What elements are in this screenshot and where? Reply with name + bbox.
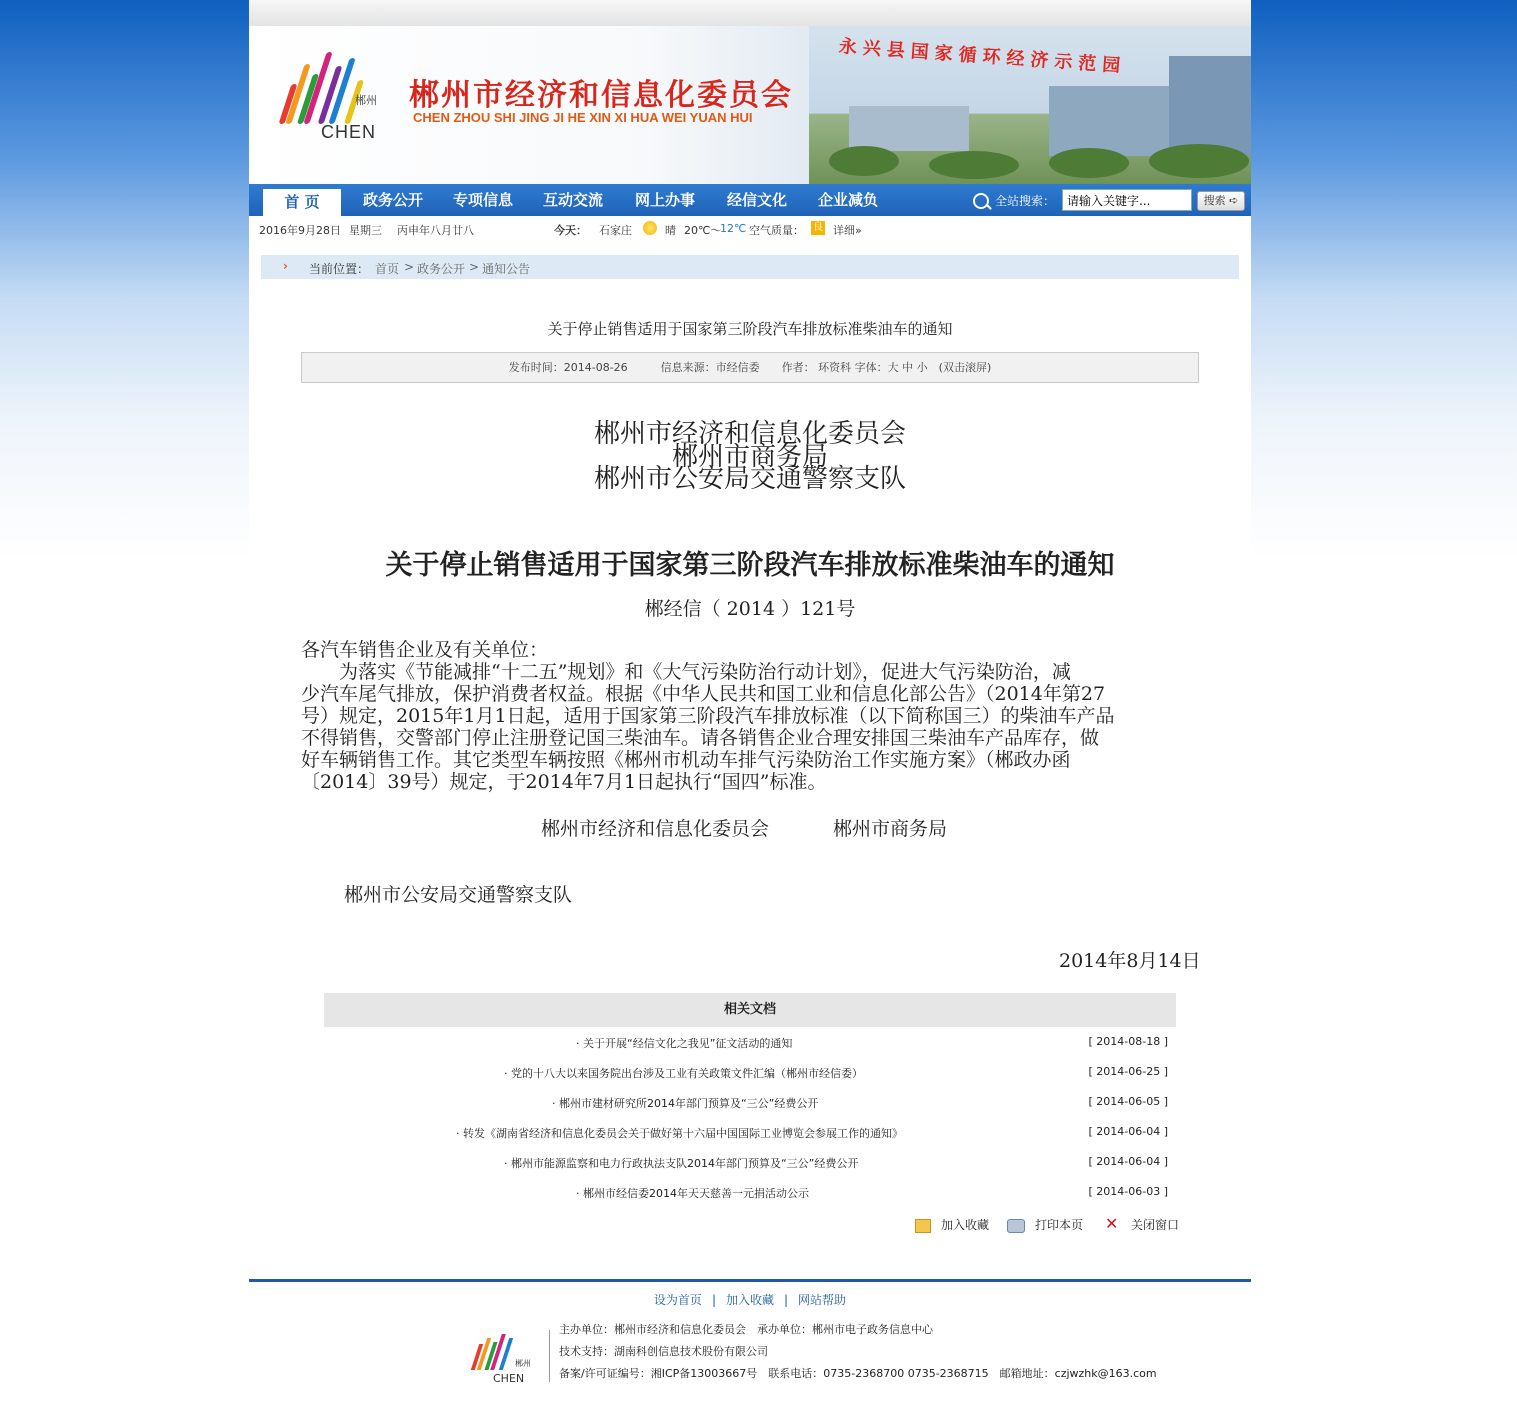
- today-label: 今天：: [554, 224, 587, 237]
- body-line: 少汽车尾气排放，保护消费者权益。根据《中华人民共和国工业和信息化部公告》（2014年第27: [301, 683, 1106, 705]
- nav-item-burden-relief[interactable]: 企业减负: [817, 191, 878, 209]
- top-bar: [249, 0, 1251, 27]
- current-date: 2016年9月28日: [259, 224, 341, 237]
- temperature-high: 20℃～: [684, 224, 722, 237]
- weather-detail-link[interactable]: 详细»: [833, 224, 862, 237]
- site-subtitle: CHEN ZHOU SHI JING JI HE XIN XI HUA WEI YUAN HUI: [413, 110, 753, 125]
- search-button[interactable]: 搜索 ➪: [1197, 191, 1245, 211]
- site-title: 郴州市经济和信息化委员会: [409, 78, 793, 113]
- breadcrumb-government[interactable]: 政务公开: [417, 262, 466, 276]
- signature-org-2: 郴州市商务局: [833, 818, 948, 840]
- footer-logo-divider: [549, 1330, 550, 1382]
- breadcrumb-label: 当前位置：: [309, 262, 370, 276]
- document-date: 2014年8月14日: [1059, 950, 1201, 972]
- close-icon: ✕: [1105, 1214, 1119, 1233]
- nav-item-culture[interactable]: 经信文化: [726, 191, 787, 209]
- sunny-icon: [643, 221, 657, 235]
- chevron-right-icon: ›: [283, 259, 288, 273]
- footer-icp: 备案/许可证编号：湘ICP备13003667号 联系电话：0735-2368700 0735-2368715 邮箱地址：czjwzhk@163.com: [559, 1367, 1157, 1380]
- related-item[interactable]: · 党的十八大以来国务院出台涉及工业有关政策文件汇编（郴州市经信委） [ 2014-06-25 ]: [504, 1065, 1168, 1080]
- nav-item-government[interactable]: 政务公开: [362, 191, 423, 209]
- banner-slogan: 永兴县国家循环经济示范园: [838, 36, 1127, 78]
- search-icon: [973, 193, 989, 209]
- salutation: 各汽车销售企业及有关单位：: [301, 639, 549, 661]
- search-input[interactable]: [1062, 189, 1192, 211]
- nav-item-interaction[interactable]: 互动交流: [542, 191, 603, 209]
- document-number: 郴经信（ 2014 ）121号: [644, 598, 856, 620]
- current-weekday: 星期三: [349, 224, 382, 237]
- page-container: [249, 0, 1251, 1418]
- document-heading: 关于停止销售适用于国家第三阶段汽车排放标准柴油车的通知: [385, 550, 1115, 581]
- issuer-org-3: 郴州市公安局交通警察支队: [593, 464, 906, 494]
- breadcrumb-home[interactable]: 首页: [375, 262, 400, 276]
- body-line: 好车辆销售工作。其它类型车辆按照《郴州市机动车排气污染防治工作实施方案》（郴政办函: [301, 749, 1071, 771]
- body-line: 号）规定，2015年1月1日起，适用于国家第三阶段汽车排放标准（以下简称国三）的柴油车产品: [301, 705, 1115, 727]
- print-page-link[interactable]: 打印本页: [1035, 1218, 1084, 1232]
- footer-logo: 郴州 CHEN: [471, 1330, 541, 1386]
- temperature-low: 12℃: [720, 222, 747, 235]
- footer-tech-support: 技术支持：湖南科创信息技术股份有限公司: [559, 1345, 768, 1358]
- nav-item-home[interactable]: 首 页: [263, 187, 341, 218]
- footer-sponsor: 主办单位：郴州市经济和信息化委员会 承办单位：郴州市电子政务信息中心: [559, 1323, 933, 1336]
- nav-item-special[interactable]: 专项信息: [452, 191, 513, 209]
- related-item[interactable]: · 关于开展“经信文化之我见”征文活动的通知 [ 2014-08-18 ]: [576, 1035, 1168, 1050]
- related-item[interactable]: · 郴州市经信委2014年天天慈善一元捐活动公示 [ 2014-06-03 ]: [576, 1185, 1168, 1200]
- breadcrumb: › 当前位置： 首页 > 政务公开 > 通知公告: [261, 255, 1239, 279]
- air-quality-label: 空气质量：: [749, 224, 804, 237]
- main-nav: [249, 184, 1251, 216]
- site-banner: [249, 26, 1251, 184]
- nav-item-online-service[interactable]: 网上办事: [634, 191, 695, 209]
- related-item[interactable]: · 转发《湖南省经济和信息化委员会关于做好第十六届中国国际工业博览会参展工作的通知》 [ 2014-06-04 ]: [456, 1125, 1168, 1140]
- body-line: 〔2014〕39号）规定，于2014年7月1日起执行“国四”标准。: [301, 771, 827, 793]
- footer-link-help[interactable]: 网站帮助: [798, 1293, 847, 1307]
- info-bar: [249, 216, 1251, 242]
- issuer-org-2: 郴州市商务局: [671, 442, 828, 472]
- add-favorite-link[interactable]: 加入收藏: [941, 1218, 990, 1232]
- article-title: 关于停止销售适用于国家第三阶段汽车排放标准柴油车的通知: [547, 320, 953, 338]
- logo-text-en: CHEN: [321, 122, 377, 142]
- site-logo[interactable]: [277, 44, 397, 144]
- signature-org-1: 郴州市经济和信息化委员会: [541, 818, 770, 840]
- article-meta: 发布时间：2014-08-26 信息来源：市经信委 作者： 环资科 字体：大 中 小 (双击滚屏): [301, 352, 1199, 383]
- logo-text-cn: 郴州: [355, 94, 377, 107]
- print-icon: [1007, 1219, 1025, 1233]
- body-line: 为落实《节能减排“十二五”规划》和《大气污染防治行动计划》，促进大气污染防治，减: [301, 661, 1071, 683]
- weather-city: 石家庄: [599, 224, 632, 237]
- footer-divider: [249, 1279, 1251, 1282]
- footer-link-favorite[interactable]: 加入收藏: [725, 1293, 774, 1307]
- body-line: 不得销售，交警部门停止注册登记国三柴油车。请各销售企业合理安排国三柴油车产品库存，做: [301, 727, 1100, 749]
- close-window-link[interactable]: 关闭窗口: [1131, 1218, 1180, 1232]
- footer-link-homepage[interactable]: 设为首页: [653, 1293, 702, 1307]
- footer-links: 设为首页 | 加入收藏 | 网站帮助: [653, 1293, 847, 1307]
- related-item[interactable]: · 郴州市能源监察和电力行政执法支队2014年部门预算及“三公”经费公开 [ 2014-06-04 ]: [504, 1155, 1168, 1170]
- related-documents: [324, 993, 1176, 1207]
- search-label: 全站搜索：: [995, 194, 1056, 208]
- signature-org-3: 郴州市公安局交通警察支队: [344, 884, 573, 906]
- favorite-icon: [915, 1219, 931, 1233]
- issuer-org-1: 郴州市经济和信息化委员会: [593, 419, 906, 449]
- related-heading: 相关文档: [324, 993, 1176, 1027]
- related-item[interactable]: · 郴州市建材研究所2014年部门预算及“三公”经费公开 [ 2014-06-05 ]: [552, 1095, 1168, 1110]
- weather-text: 晴: [665, 224, 676, 237]
- breadcrumb-notices[interactable]: 通知公告: [482, 262, 531, 276]
- lunar-date: 丙申年八月廿八: [397, 224, 474, 237]
- air-quality-badge: 良: [813, 222, 823, 233]
